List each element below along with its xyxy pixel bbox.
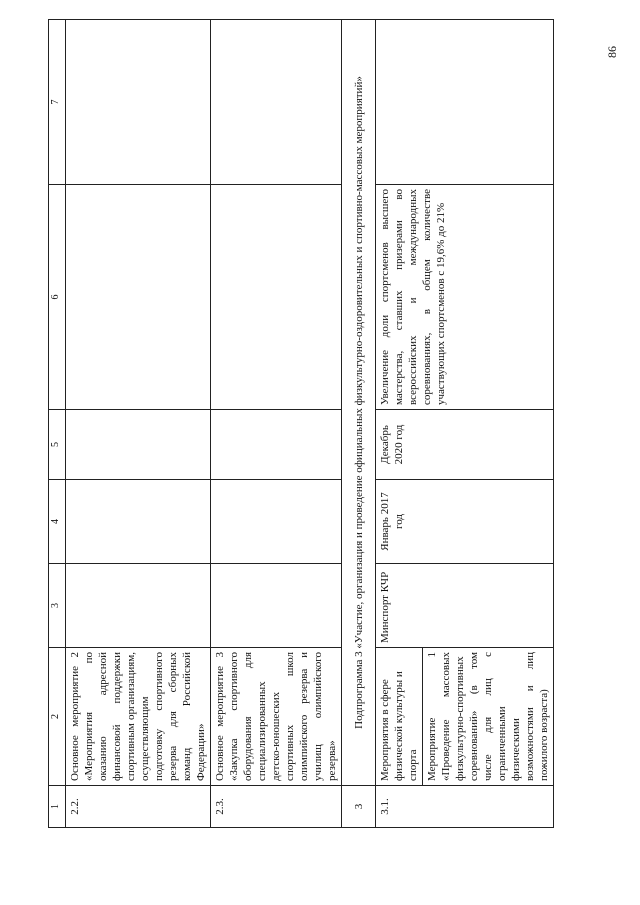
page-number: 86 <box>605 46 619 58</box>
end-date: Декабрь 2020 год <box>376 410 554 480</box>
row-number: 2.3. <box>211 786 342 828</box>
header-col-2: 2 <box>49 648 66 786</box>
subprogram-number: 3 <box>342 786 376 828</box>
end-date <box>66 410 211 480</box>
header-col-7: 7 <box>49 20 66 185</box>
header-col-1: 1 <box>49 786 66 828</box>
table-row <box>211 20 342 828</box>
connection-indicators <box>376 20 554 185</box>
event-name: Мероприятия в сфере физической культуры и спорта <box>376 648 423 786</box>
header-row <box>49 20 66 828</box>
row-number: 3.1. <box>376 786 554 828</box>
start-date <box>211 480 342 564</box>
executor <box>211 564 342 648</box>
event-name: Мероприятие 1 «Проведение массовых физкультурно-спортивных соревнований» (в том числе для лиц с ограниченными физическими возможностями и лиц пожилого возраста) <box>423 648 554 786</box>
measures-table <box>48 19 554 828</box>
header-col-3: 3 <box>49 564 66 648</box>
subprogram-row <box>342 20 376 828</box>
event-name: Основное мероприятие 2 «Мероприятия по оказанию адресной финансовой поддержки спортивным организациям, осуществляющим подготовку спортивного резерва для сборных команд Российской Федерации» <box>66 648 211 786</box>
executor: Минспорт КЧР <box>376 564 554 648</box>
connection-indicators <box>211 20 342 185</box>
expected-result <box>211 185 342 410</box>
header-col-4: 4 <box>49 480 66 564</box>
end-date <box>211 410 342 480</box>
rotated-table-wrapper <box>48 20 550 828</box>
start-date: Январь 2017 год <box>376 480 554 564</box>
row-number: 2.2. <box>66 786 211 828</box>
header-col-6: 6 <box>49 185 66 410</box>
header-col-5: 5 <box>49 410 66 480</box>
executor <box>66 564 211 648</box>
start-date <box>66 480 211 564</box>
table-row <box>376 20 423 828</box>
connection-indicators <box>66 20 211 185</box>
expected-result: Увеличение доли спортсменов высшего мастерства, ставших призерами во всероссийских и международных соревнованиях, в общем количестве участвующих спортсменов с 19,6% до 21% <box>376 185 554 410</box>
expected-result <box>66 185 211 410</box>
event-name: Основное мероприятие 3 «Закупка спортивного оборудования для специализированных детско-юношеских спортивных школ олимпийского резерва и училищ олимпийского резерва» <box>211 648 342 786</box>
table-row <box>66 20 211 828</box>
subprogram-title: Подпрограмма 3 «Участие, организация и проведение официальных физкультурно-оздоровительных и спортивно-массовых мероприятий» <box>342 20 376 786</box>
